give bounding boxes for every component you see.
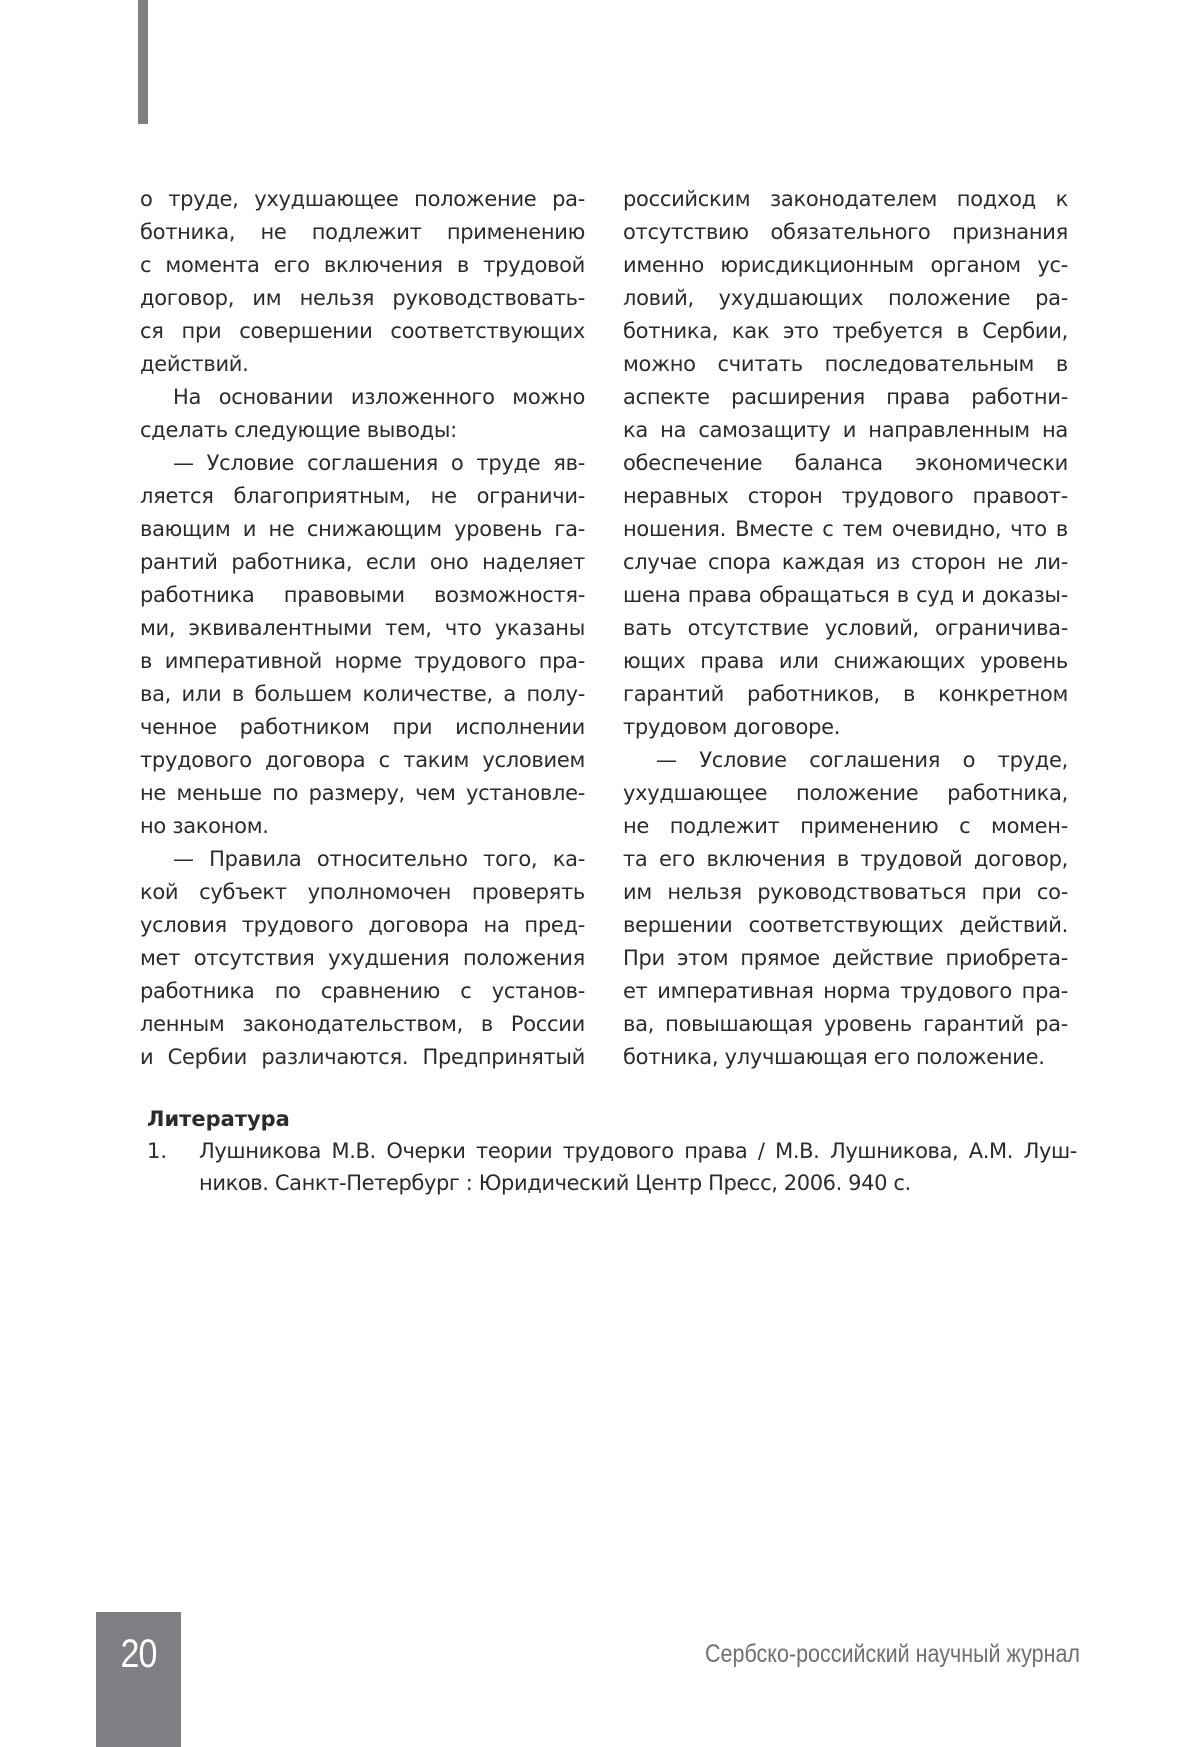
text-line: ся при совершении соответствующих	[140, 319, 585, 343]
text-line: ет императивная норма трудового пра-	[623, 979, 1068, 1003]
text-line: но законом.	[140, 814, 269, 838]
text-line: ва, повышающая уровень гарантий ра-	[623, 1012, 1068, 1036]
top-accent-bar	[138, 0, 148, 124]
literature-section	[147, 1103, 1077, 1199]
page-number: 20	[120, 1632, 157, 1676]
literature-heading: Литература	[147, 1107, 290, 1131]
text-line: с момента его включения в трудовой	[140, 253, 585, 277]
text-line: ботника, как это требуется в Сербии,	[623, 319, 1068, 343]
text-line: именно юрисдикционным органом ус-	[623, 253, 1068, 277]
text-line: отсутствию обязательного признания	[623, 220, 1068, 244]
page-number-box	[96, 1612, 181, 1747]
text-line: сделать следующие выводы:	[140, 418, 457, 442]
text-line: При этом прямое действие приобрета-	[623, 946, 1068, 970]
text-line: вершении соответствующих действий.	[623, 913, 1068, 937]
text-line: обеспечение баланса экономически	[623, 451, 1068, 475]
text-line: вать отсутствие условий, ограничива-	[623, 616, 1068, 640]
text-line: ми, эквивалентными тем, что указаны	[140, 616, 585, 640]
text-line: не меньше по размеру, чем установле-	[140, 781, 585, 805]
text-line: — Условие соглашения о труде яв-	[173, 451, 585, 475]
text-line: неравных сторон трудового правоот-	[623, 484, 1068, 508]
text-line: и Сербии различаются. Предпринятый	[140, 1045, 585, 1069]
text-line: ющих права или снижающих уровень	[623, 649, 1068, 673]
text-line: работника правовыми возможностя-	[140, 583, 585, 607]
text-line: о труде, ухудшающее положение ра-	[140, 187, 585, 211]
text-line: не подлежит применению с момен-	[623, 814, 1068, 838]
journal-title: Сербско-российский научный журнал	[705, 1640, 1080, 1668]
literature-item	[147, 1135, 1077, 1199]
text-line: мет отсутствия ухудшения положения	[140, 946, 585, 970]
text-line: ухудшающее положение работника,	[623, 781, 1068, 805]
literature-item-number: 1.	[147, 1139, 168, 1163]
literature-line: ников. Санкт-Петербург : Юридический Центр Пресс, 2006. 940 с.	[199, 1171, 911, 1195]
text-line: аспекте расширения права работни-	[623, 385, 1068, 409]
literature-item-text	[199, 1135, 1077, 1199]
text-line: работника по сравнению с установ-	[140, 979, 585, 1003]
text-line: вающим и не снижающим уровень га-	[140, 517, 585, 541]
text-line: договор, им нельзя руководствовать-	[140, 286, 585, 310]
text-line: ботника, улучшающая его положение.	[623, 1045, 1045, 1069]
text-line: кой субъект уполномочен проверять	[140, 880, 585, 904]
text-line: им нельзя руководствоваться при со-	[623, 880, 1068, 904]
literature-line: Лушникова М.В. Очерки теории трудового права / М.В. Лушникова, А.М. Луш-	[199, 1139, 1077, 1163]
text-line: ченное работником при исполнении	[140, 715, 585, 739]
text-line: ловий, ухудшающих положение ра-	[623, 286, 1068, 310]
text-line: в императивной норме трудового пра-	[140, 649, 585, 673]
text-line: трудового договора с таким условием	[140, 748, 585, 772]
text-line: ка на самозащиту и направленным на	[623, 418, 1068, 442]
text-line: случае спора каждая из сторон не ли-	[623, 550, 1068, 574]
text-line: гарантий работников, в конкретном	[623, 682, 1068, 706]
text-line: можно считать последовательным в	[623, 352, 1068, 376]
text-line: — Условие соглашения о труде,	[656, 748, 1068, 772]
text-line: ляется благоприятным, не ограничи-	[140, 484, 585, 508]
text-line: российским законодателем подход к	[623, 187, 1068, 211]
text-line: ношения. Вместе с тем очевидно, что в	[623, 517, 1068, 541]
left-text-column	[140, 183, 585, 1074]
text-line: условия трудового договора на пред-	[140, 913, 585, 937]
text-line: шена права обращаться в суд и доказы-	[623, 583, 1068, 607]
text-line: трудовом договоре.	[623, 715, 841, 739]
text-line: рантий работника, если оно наделяет	[140, 550, 585, 574]
text-line: ботника, не подлежит применению	[140, 220, 585, 244]
text-line: ленным законодательством, в России	[140, 1012, 585, 1036]
text-line: На основании изложенного можно	[173, 385, 585, 409]
text-line: ва, или в большем количестве, а полу-	[140, 682, 585, 706]
text-line: та его включения в трудовой договор,	[623, 847, 1068, 871]
text-line: — Правила относительно того, ка-	[173, 847, 585, 871]
text-line: действий.	[140, 352, 249, 376]
right-text-column	[623, 183, 1068, 1074]
